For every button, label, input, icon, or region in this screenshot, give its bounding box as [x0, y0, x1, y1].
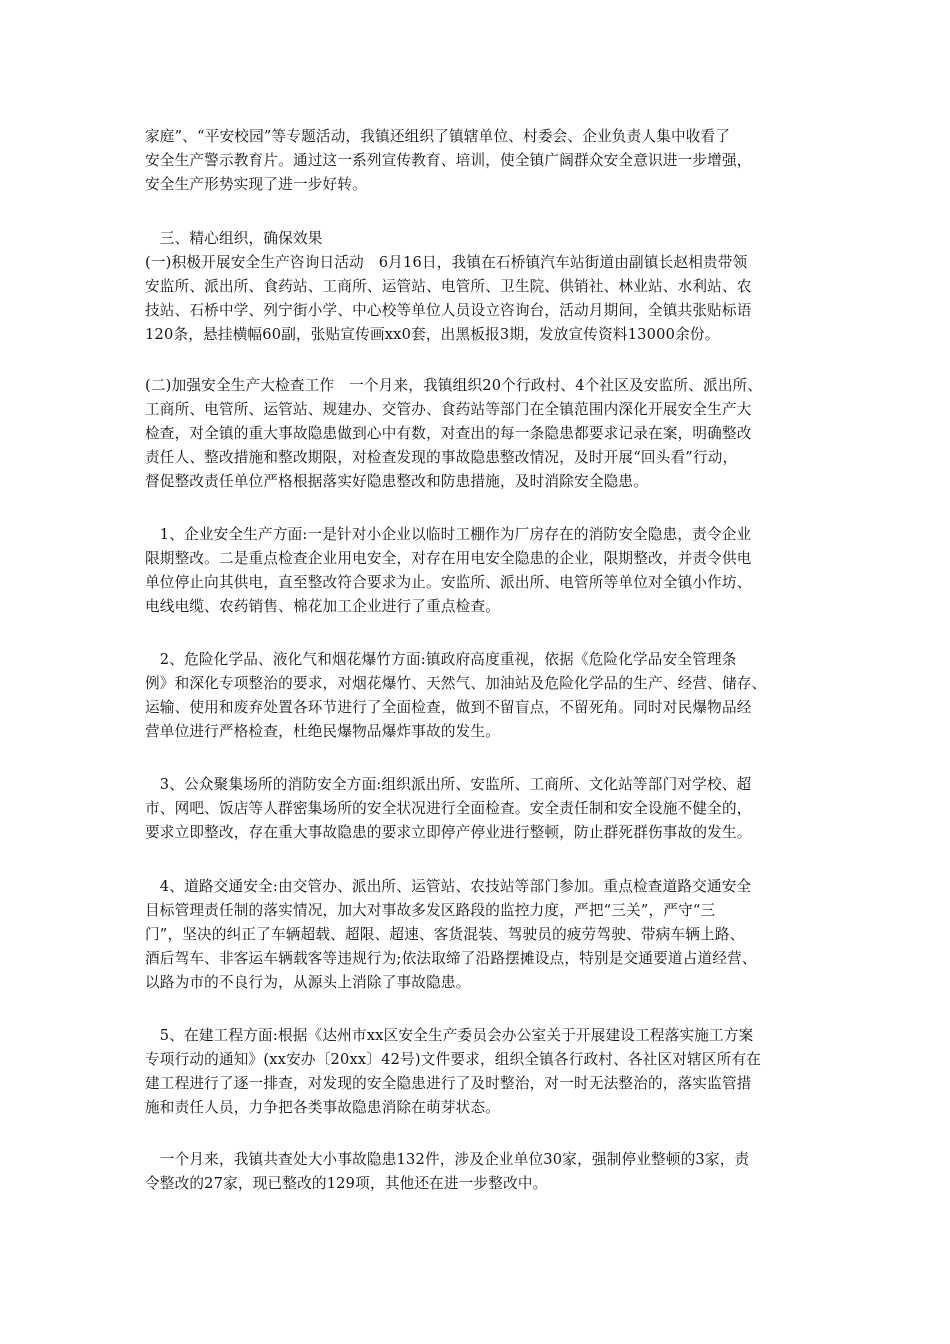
- text-line: 工商所、电管所、运管站、规建办、交管办、食药站等部门在全镇范围内深化开展安全生产大: [145, 401, 752, 418]
- text-line: 电线电缆、农药销售、棉花加工企业进行了重点检查。: [145, 598, 501, 615]
- paragraph-summary: [145, 1148, 810, 1196]
- text-line: 3、公众聚集场所的消防安全方面:组织派出所、安监所、工商所、文化站等部门对学校、超: [145, 776, 752, 793]
- text-line: 目标管理责任制的落实情况，加大对事故多发区路段的监控力度，严把“三关”，严守“三: [145, 902, 716, 919]
- text-line: 例》和深化专项整治的要求，对烟花爆竹、天然气、加油站及危险化学品的生产、经营、储存、: [145, 675, 767, 692]
- paragraph-item-4: [145, 875, 810, 995]
- paragraph-item-5: [145, 1024, 810, 1120]
- paragraph-section-3-2: [145, 374, 810, 494]
- text-line: 一个月来，我镇共查处大小事故隐患132件，涉及企业单位30家，强制停业整顿的3家，责: [145, 1151, 750, 1168]
- text-line: 技站、石桥中学、列宁街小学、中心校等单位人员设立咨询台，活动月期间，全镇共张贴标语: [145, 302, 752, 319]
- text-line: 营单位进行严格检查，杜绝民爆物品爆炸事故的发生。: [145, 723, 501, 740]
- text-line: 检查，对全镇的重大事故隐患做到心中有数，对查出的每一条隐患都要求记录在案，明确整改: [145, 425, 752, 442]
- text-line: 1、企业安全生产方面:一是针对小企业以临时工棚作为厂房存在的消防安全隐患，责令企业: [145, 526, 752, 543]
- text-line: 建工程进行了逐一排查，对发现的安全隐患进行了及时整治，对一时无法整治的，落实监管措: [145, 1075, 752, 1092]
- text-line: 责任人、整改措施和整改期限，对检查发现的事故隐患整改情况，及时开展“回头看”行动，: [145, 449, 738, 466]
- text-line: 以路为市的不良行为，从源头上消除了事故隐患。: [145, 974, 471, 991]
- text-line: 市、网吧、饭店等人群密集场所的安全状况进行全面检查。安全责任制和安全设施不健全的，: [145, 800, 752, 817]
- text-line: 门”，坚决的纠正了车辆超载、超限、超速、客货混装、驾驶员的疲劳驾驶、带病车辆上路、: [145, 926, 745, 943]
- text-line: (二)加强安全生产大检查工作 一个月来，我镇组织20个行政村、4个社区及安监所、派出所、: [145, 377, 763, 394]
- paragraph-item-3: [145, 773, 810, 845]
- paragraph-section-3: [145, 227, 810, 347]
- text-line: 安全生产警示教育片。通过这一系列宣传教育、培训，使全镇广阔群众安全意识进一步增强，: [145, 152, 752, 169]
- text-line: 督促整改责任单位严格根据落实好隐患整改和防患措施，及时消除安全隐患。: [145, 473, 648, 490]
- text-line: 要求立即整改，存在重大事故隐患的要求立即停产停业进行整顿，防止群死群伤事故的发生。: [145, 824, 752, 841]
- text-line: 2、危险化学品、液化气和烟花爆竹方面:镇政府高度重视，依据《危险化学品安全管理条: [145, 651, 737, 668]
- paragraph-intro-continued: [145, 125, 810, 197]
- text-line: 5、在建工程方面:根据《达州市xx区安全生产委员会办公室关于开展建设工程落实施工方案: [145, 1027, 754, 1044]
- text-line: 120条，悬挂横幅60副，张贴宣传画xx0套，出黑板报3期，发放宣传资料13000余份。: [145, 326, 720, 343]
- text-line: 令整改的27家，现已整改的129项，其他还在进一步整改中。: [145, 1175, 548, 1192]
- text-line: 专项行动的通知》(xx安办〔20xx〕42号)文件要求，组织全镇各行政村、各社区对辖区所有在: [145, 1051, 762, 1068]
- text-line: 施和责任人员，力争把各类事故隐患消除在萌芽状态。: [145, 1099, 501, 1116]
- text-line: 酒后驾车、非客运车辆载客等违规行为;依法取缔了沿路摆摊设点，特别是交通要道占道经营、: [145, 950, 757, 967]
- text-line: 安监所、派出所、食药站、工商所、运管站、电管所、卫生院、供销社、林业站、水利站、农: [145, 278, 752, 295]
- text-line: (一)积极开展安全生产咨询日活动 6月16日，我镇在石桥镇汽车站街道由副镇长赵相贵带领: [145, 254, 748, 271]
- paragraph-item-2: [145, 648, 810, 744]
- section-heading: 三、精心组织，确保效果: [145, 230, 323, 247]
- text-line: 限期整改。二是重点检查企业用电安全，对存在用电安全隐患的企业，限期整改，并责令供电: [145, 550, 752, 567]
- text-line: 单位停止向其供电，直至整改符合要求为止。安监所、派出所、电管所等单位对全镇小作坊、: [145, 574, 752, 591]
- text-line: 4、道路交通安全:由交管办、派出所、运管站、农技站等部门参加。重点检查道路交通安全: [145, 878, 752, 895]
- paragraph-item-1: [145, 523, 810, 619]
- text-line: 家庭”、“平安校园”等专题活动，我镇还组织了镇辖单位、村委会、企业负责人集中收看了: [145, 128, 731, 145]
- text-line: 安全生产形势实现了进一步好转。: [145, 176, 367, 193]
- text-line: 运输、使用和废弃处置各环节进行了全面检查，做到不留盲点，不留死角。同时对民爆物品经: [145, 699, 752, 716]
